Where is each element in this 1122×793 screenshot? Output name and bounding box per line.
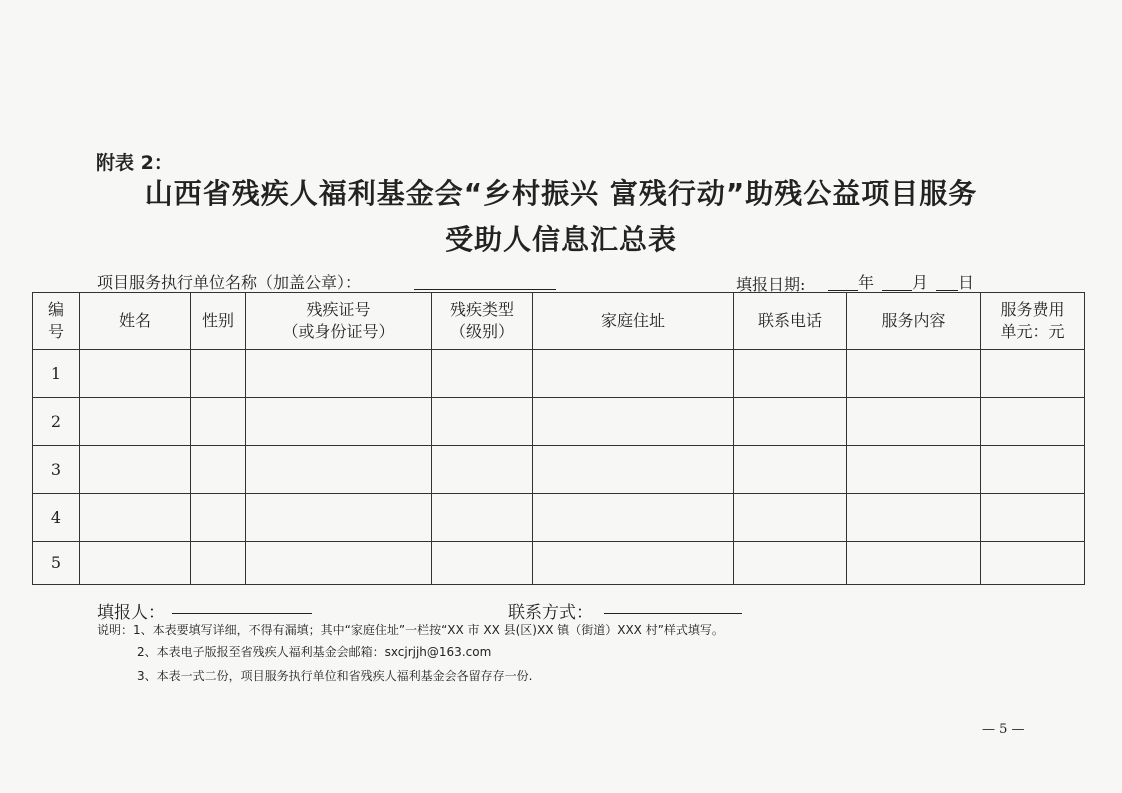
table-row: [33, 446, 1085, 494]
cell-service-content[interactable]: [847, 542, 981, 585]
header-name: 姓名: [80, 293, 191, 350]
document-title-line2: 受助人信息汇总表: [444, 223, 677, 256]
unit-name-field[interactable]: [414, 289, 556, 290]
table-row: [33, 542, 1085, 585]
date-year-field[interactable]: [828, 290, 858, 291]
page-number: — 5 —: [982, 722, 1025, 737]
header-address: 家庭住址: [533, 293, 734, 350]
cell-gender[interactable]: [191, 398, 246, 446]
note-1: 说明：1、本表要填写详细，不得有漏填；其中“家庭住址”一栏按“XX 市 XX 县(区)XX 镇（街道）XXX 村”样式填写。: [97, 623, 724, 637]
cell-disability-type[interactable]: [432, 494, 533, 542]
cell-id-number[interactable]: [246, 398, 432, 446]
date-month-label: 月: [912, 273, 929, 292]
cell-address[interactable]: [533, 542, 734, 585]
cell-address[interactable]: [533, 350, 734, 398]
cell-service-fee[interactable]: [981, 350, 1085, 398]
cell-disability-type[interactable]: [432, 350, 533, 398]
cell-phone[interactable]: [734, 542, 847, 585]
header-phone: 联系电话: [734, 293, 847, 350]
cell-name[interactable]: [80, 446, 191, 494]
row-number: 3: [33, 446, 80, 494]
note-2: 2、本表电子版报至省残疾人福利基金会邮箱：sxcjrjjh@163.com: [137, 645, 492, 659]
date-day-label: 日: [958, 273, 975, 292]
cell-address[interactable]: [533, 494, 734, 542]
date-day-field[interactable]: [936, 290, 958, 291]
date-year-label: 年: [858, 273, 875, 292]
contact-field[interactable]: [604, 613, 742, 614]
cell-service-fee[interactable]: [981, 398, 1085, 446]
recipient-info-table: [32, 292, 1085, 585]
table-header-row: [33, 293, 1085, 350]
cell-disability-type[interactable]: [432, 542, 533, 585]
cell-phone[interactable]: [734, 398, 847, 446]
row-number: 4: [33, 494, 80, 542]
cell-address[interactable]: [533, 446, 734, 494]
cell-gender[interactable]: [191, 542, 246, 585]
row-number: 1: [33, 350, 80, 398]
cell-id-number[interactable]: [246, 446, 432, 494]
cell-name[interactable]: [80, 494, 191, 542]
document-title-line1: 山西省残疾人福利基金会“乡村振兴 富残行动”助残公益项目服务: [144, 177, 978, 210]
cell-service-content[interactable]: [847, 446, 981, 494]
header-id-number: 残疾证号 （或身份证号）: [246, 293, 432, 350]
cell-name[interactable]: [80, 350, 191, 398]
cell-name[interactable]: [80, 398, 191, 446]
cell-service-fee[interactable]: [981, 446, 1085, 494]
date-month-field[interactable]: [882, 290, 912, 291]
unit-name-label: 项目服务执行单位名称（加盖公章）：: [97, 273, 362, 292]
cell-id-number[interactable]: [246, 494, 432, 542]
cell-id-number[interactable]: [246, 542, 432, 585]
cell-service-content[interactable]: [847, 398, 981, 446]
cell-id-number[interactable]: [246, 350, 432, 398]
row-number: 5: [33, 542, 80, 585]
contact-label: 联系方式：: [508, 603, 593, 623]
header-service-fee: 服务费用 单元：元: [981, 293, 1085, 350]
cell-service-fee[interactable]: [981, 494, 1085, 542]
table-row: [33, 350, 1085, 398]
cell-disability-type[interactable]: [432, 446, 533, 494]
cell-gender[interactable]: [191, 446, 246, 494]
cell-service-content[interactable]: [847, 494, 981, 542]
table-row: [33, 494, 1085, 542]
header-gender: 性别: [191, 293, 246, 350]
row-number: 2: [33, 398, 80, 446]
filler-label: 填报人：: [97, 603, 165, 623]
header-disability-type: 残疾类型 （级别）: [432, 293, 533, 350]
cell-phone[interactable]: [734, 350, 847, 398]
cell-name[interactable]: [80, 542, 191, 585]
cell-phone[interactable]: [734, 494, 847, 542]
fill-date-label: 填报日期:: [736, 275, 806, 294]
filler-field[interactable]: [172, 613, 312, 614]
cell-service-fee[interactable]: [981, 542, 1085, 585]
cell-service-content[interactable]: [847, 350, 981, 398]
cell-phone[interactable]: [734, 446, 847, 494]
attachment-label: 附表 2：: [96, 152, 173, 174]
table-row: [33, 398, 1085, 446]
cell-gender[interactable]: [191, 350, 246, 398]
header-service-content: 服务内容: [847, 293, 981, 350]
note-3: 3、本表一式二份，项目服务执行单位和省残疾人福利基金会各留存存一份.: [137, 669, 533, 683]
cell-gender[interactable]: [191, 494, 246, 542]
cell-address[interactable]: [533, 398, 734, 446]
header-number: 编 号: [33, 293, 80, 350]
cell-disability-type[interactable]: [432, 398, 533, 446]
